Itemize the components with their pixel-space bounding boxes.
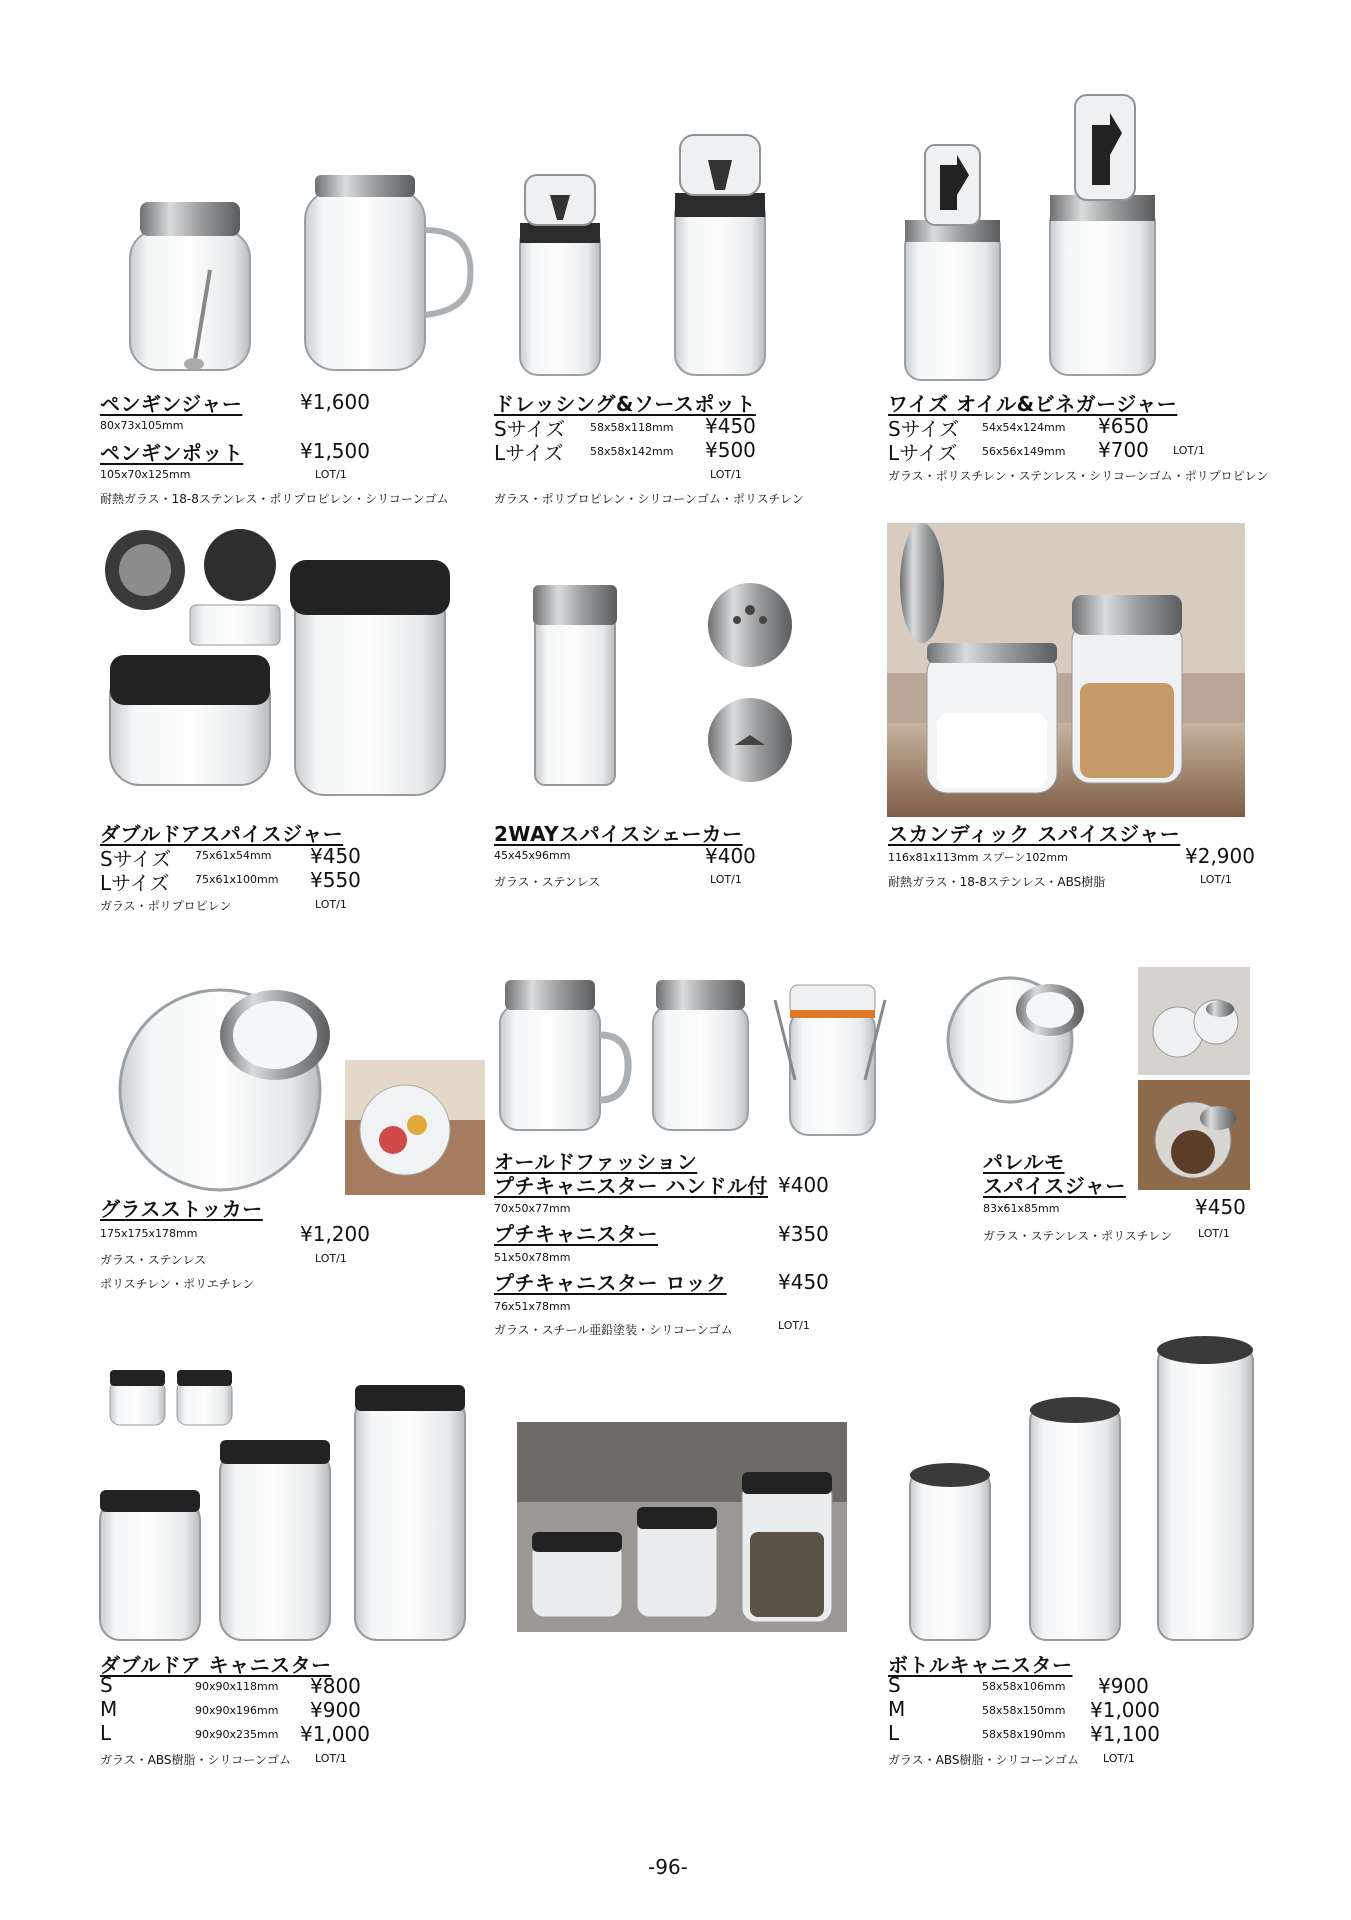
dimensions: 58x58x150mm	[982, 1704, 1066, 1717]
double-door-canister-photo	[95, 1330, 475, 1650]
size-label: S	[100, 1673, 113, 1697]
product-name: オールドファッション	[494, 1150, 698, 1174]
material: ガラス・スチール亜鉛塗装・シリコーンゴム	[494, 1323, 733, 1337]
material: ガラス・ステンレス	[494, 875, 601, 889]
dimensions: 80x73x105mm	[100, 419, 184, 432]
dimensions: 58x58x106mm	[982, 1680, 1066, 1693]
dimensions: 56x56x149mm	[982, 445, 1066, 458]
price: ¥1,100	[1090, 1722, 1160, 1746]
material: ガラス・ステンレス	[100, 1253, 207, 1267]
price: ¥700	[1098, 438, 1149, 462]
price: ¥1,000	[300, 1722, 370, 1746]
product-name: プチキャニスター ハンドル付	[494, 1174, 768, 1198]
petit-canister-lock-photo	[765, 970, 895, 1140]
bottle-canister-photo	[895, 1330, 1265, 1650]
product-name: プチキャニスター	[494, 1222, 658, 1246]
dimensions: 54x54x124mm	[982, 421, 1066, 434]
dimensions: 83x61x85mm	[983, 1202, 1060, 1215]
price: ¥450	[778, 1270, 829, 1294]
material: ガラス・ポリスチレン・ステンレス・シリコーンゴム・ポリプロピレン	[888, 469, 1269, 483]
lot-label: LOT/1	[778, 1319, 810, 1332]
lot-label: LOT/1	[1103, 1752, 1135, 1765]
price: ¥1,000	[1090, 1698, 1160, 1722]
product-name: ダブルドア キャニスター	[100, 1653, 332, 1677]
dimensions: 58x58x118mm	[590, 421, 674, 434]
product-name: グラスストッカー	[100, 1197, 263, 1221]
price: ¥350	[778, 1222, 829, 1246]
dimensions: 76x51x78mm	[494, 1300, 571, 1313]
product-name: ボトルキャニスター	[888, 1653, 1073, 1677]
product-name: スパイスジャー	[983, 1174, 1126, 1198]
lot-label: LOT/1	[315, 898, 347, 911]
price: ¥800	[310, 1674, 361, 1698]
material: ポリスチレン・ポリエチレン	[100, 1277, 255, 1291]
dressing-pot-large-photo	[665, 125, 775, 385]
glass-stocker-photo	[110, 975, 350, 1200]
price: ¥400	[705, 844, 756, 868]
palermo-lifestyle-photo-1	[1138, 967, 1250, 1075]
size-label: Lサイズ	[494, 441, 564, 465]
price: ¥450	[705, 414, 756, 438]
size-label: Sサイズ	[888, 417, 960, 441]
lot-label: LOT/1	[1200, 873, 1232, 886]
price: ¥450	[1195, 1195, 1246, 1219]
material: ガラス・ステンレス・ポリスチレン	[983, 1229, 1173, 1243]
old-fashion-handle-canister-photo	[495, 975, 635, 1135]
product-name: パレルモ	[983, 1150, 1065, 1174]
material: 耐熱ガラス・18-8ステンレス・ポリプロピレン・シリコーンゴム	[100, 492, 449, 506]
spice-shaker-photo	[525, 580, 625, 790]
penguin-pot-photo	[290, 160, 480, 380]
product-name: ペンギンジャー	[100, 392, 243, 416]
price: ¥1,200	[300, 1222, 370, 1246]
dimensions: 51x50x78mm	[494, 1251, 571, 1264]
price: ¥550	[310, 868, 361, 892]
product-name: ワイズ オイル&ビネガージャー	[888, 392, 1178, 416]
material: ガラス・ABS樹脂・シリコーンゴム	[888, 1753, 1080, 1767]
price: ¥400	[778, 1173, 829, 1197]
product-name: プチキャニスター ロック	[494, 1271, 727, 1295]
price: ¥650	[1098, 414, 1149, 438]
product-name: ドレッシング&ソースポット	[494, 392, 756, 416]
product-name: スカンディック スパイスジャー	[888, 822, 1181, 846]
size-label: Sサイズ	[494, 417, 566, 441]
dimensions: 90x90x235mm	[195, 1728, 279, 1741]
scandic-spice-jar-photo	[887, 523, 1245, 817]
size-label: L	[888, 1721, 900, 1745]
palermo-lifestyle-photo-2	[1138, 1080, 1250, 1190]
dimensions: 75x61x100mm	[195, 873, 279, 886]
penguin-jar-photo	[100, 160, 270, 380]
glass-stocker-lifestyle-photo	[345, 1060, 485, 1195]
double-door-spice-jar-photo	[100, 525, 460, 805]
price: ¥1,500	[300, 439, 370, 463]
page-number: -96-	[648, 1855, 688, 1879]
dressing-pot-small-photo	[505, 165, 615, 385]
dimensions: 58x58x190mm	[982, 1728, 1066, 1741]
product-name: 2WAYスパイスシェーカー	[494, 822, 743, 846]
material: ガラス・ポリプロピレン・シリコーンゴム・ポリスチレン	[494, 492, 804, 506]
size-label: Sサイズ	[100, 847, 172, 871]
lot-label: LOT/1	[710, 873, 742, 886]
product-name: ペンギンポット	[100, 441, 244, 465]
dimensions: 175x175x178mm	[100, 1227, 198, 1240]
material: 耐熱ガラス・18-8ステンレス・ABS樹脂	[888, 875, 1106, 889]
lot-label: LOT/1	[710, 468, 742, 481]
shaker-lid-bottom-photo	[705, 695, 795, 785]
size-label: S	[888, 1673, 901, 1697]
oil-vinegar-large-photo	[1040, 85, 1165, 385]
price: ¥500	[705, 438, 756, 462]
price: ¥900	[310, 1698, 361, 1722]
dimensions: 116x81x113mm スプーン102mm	[888, 851, 1068, 864]
size-label: M	[888, 1697, 906, 1721]
petit-canister-photo	[648, 975, 753, 1135]
palermo-spice-jar-photo	[940, 965, 1100, 1105]
lot-label: LOT/1	[1198, 1227, 1230, 1240]
material: ガラス・ポリプロピレン	[100, 899, 232, 913]
lot-label: LOT/1	[1173, 444, 1205, 457]
double-door-lifestyle-photo	[517, 1422, 847, 1632]
size-label: L	[100, 1721, 112, 1745]
price: ¥900	[1098, 1674, 1149, 1698]
size-label: M	[100, 1697, 118, 1721]
lot-label: LOT/1	[315, 1752, 347, 1765]
size-label: Lサイズ	[888, 441, 958, 465]
material: ガラス・ABS樹脂・シリコーンゴム	[100, 1753, 292, 1767]
price: ¥2,900	[1185, 844, 1255, 868]
lot-label: LOT/1	[315, 468, 347, 481]
lot-label: LOT/1	[315, 1252, 347, 1265]
product-name: ダブルドアスパイスジャー	[100, 822, 344, 846]
price: ¥1,600	[300, 390, 370, 414]
dimensions: 105x70x125mm	[100, 468, 191, 481]
size-label: Lサイズ	[100, 871, 170, 895]
dimensions: 45x45x96mm	[494, 849, 571, 862]
dimensions: 90x90x118mm	[195, 1680, 279, 1693]
dimensions: 90x90x196mm	[195, 1704, 279, 1717]
dimensions: 70x50x77mm	[494, 1202, 571, 1215]
price: ¥450	[310, 844, 361, 868]
dimensions: 75x61x54mm	[195, 849, 272, 862]
dimensions: 58x58x142mm	[590, 445, 674, 458]
shaker-lid-top-photo	[705, 580, 795, 670]
oil-vinegar-small-photo	[895, 135, 1010, 385]
